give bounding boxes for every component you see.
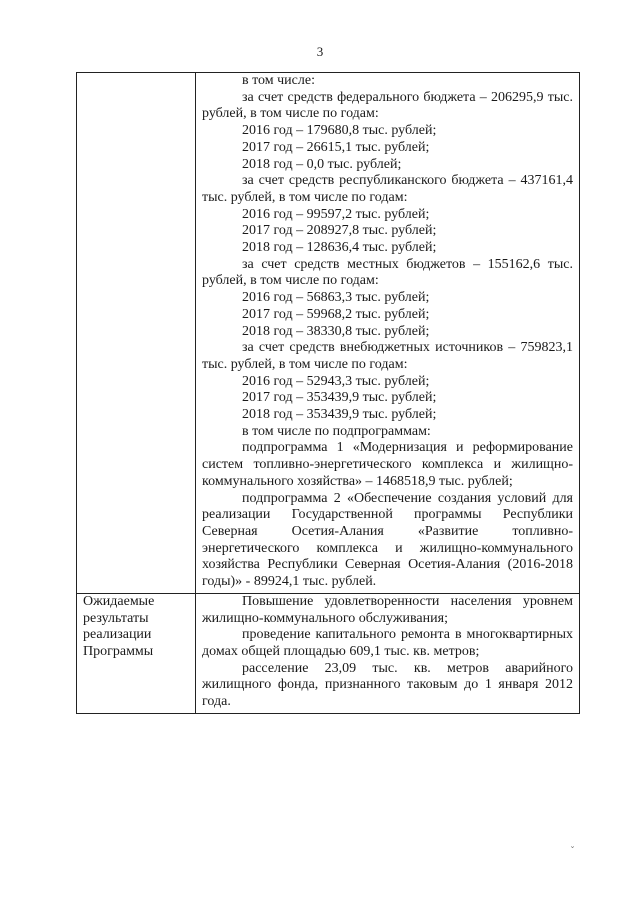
scan-artifact: ˇ — [570, 846, 575, 857]
funding-paragraph: 2016 год – 56863,3 тыс. рублей; — [242, 290, 430, 306]
results-label-line: Ожидаемые — [83, 593, 155, 609]
funding-paragraph: в том числе: — [242, 73, 315, 88]
funding-paragraph: 2016 год – 179680,8 тыс. рублей; — [242, 123, 437, 139]
funding-paragraph: 2017 год – 26615,1 тыс. рублей; — [242, 139, 430, 155]
funding-paragraph: 2018 год – 38330,8 тыс. рублей; — [242, 323, 430, 339]
funding-label-cell — [77, 73, 196, 594]
funding-paragraph: 2016 год – 99597,2 тыс. рублей; — [242, 206, 430, 222]
funding-paragraph: 2016 год – 52943,3 тыс. рублей; — [242, 373, 430, 389]
funding-paragraph: 2018 год – 0,0 тыс. рублей; — [242, 156, 402, 172]
results-paragraph: Повышение удовлетворенности населения уровнем жилищно-коммунального обслуживания; — [202, 593, 573, 626]
funding-paragraphs — [202, 73, 573, 591]
funding-paragraph: за счет средств федерального бюджета – 206295,9 тыс. рублей, в том числе по годам: — [202, 89, 573, 122]
funding-content-cell — [196, 73, 580, 594]
page-number: 3 — [316, 44, 324, 59]
results-paragraphs — [202, 594, 573, 711]
results-label-cell — [77, 593, 196, 713]
funding-paragraph: 2017 год – 59968,2 тыс. рублей; — [242, 306, 430, 322]
funding-paragraph: 2018 год – 353439,9 тыс. рублей; — [242, 407, 437, 423]
funding-paragraph: за счет средств республиканского бюджета – 437161,4 тыс. рублей, в том числе по годам: — [202, 173, 573, 205]
funding-paragraph: подпрограмма 1 «Модернизация и реформирование систем топливно-энергетического комплекса и жилищно-коммунального хозяйства» – 1468518,9 тыс. рублей; — [202, 440, 573, 489]
results-row — [77, 593, 580, 713]
funding-paragraph: 2017 год – 208927,8 тыс. рублей; — [242, 223, 437, 239]
funding-paragraph: подпрограмма 2 «Обеспечение создания условий для реализации Государственной программы Республики Северная Осетия-Алания «Развитие топливно-энергетического комплекса и жилищно-коммунального хозяйства Республики Северная Осетия-Алания (2016-2018 годы)» - 89924,1 тыс. рублей. — [202, 490, 573, 590]
results-paragraph: проведение капитального ремонта в многоквартирных домах общей площадью 609,1 тыс. кв. метров; — [202, 627, 573, 659]
results-label-line: Программы — [83, 643, 154, 659]
results-label-line: результаты — [83, 610, 149, 626]
results-label-line: реализации — [83, 627, 152, 643]
funding-paragraph: за счет средств местных бюджетов – 155162,6 тыс. рублей, в том числе по годам: — [202, 256, 573, 289]
results-paragraph: расселение 23,09 тыс. кв. метров аварийного жилищного фонда, признанного таковым до 1 января 2012 года. — [202, 660, 573, 710]
results-content-cell — [196, 593, 580, 713]
funding-row — [77, 73, 580, 594]
program-passport-table — [76, 72, 580, 714]
funding-paragraph: за счет средств внебюджетных источников – 759823,1 тыс. рублей, в том числе по годам: — [202, 340, 573, 372]
funding-paragraph: в том числе по подпрограммам: — [242, 423, 431, 439]
funding-paragraph: 2018 год – 128636,4 тыс. рублей; — [242, 240, 437, 256]
funding-paragraph: 2017 год – 353439,9 тыс. рублей; — [242, 390, 437, 406]
